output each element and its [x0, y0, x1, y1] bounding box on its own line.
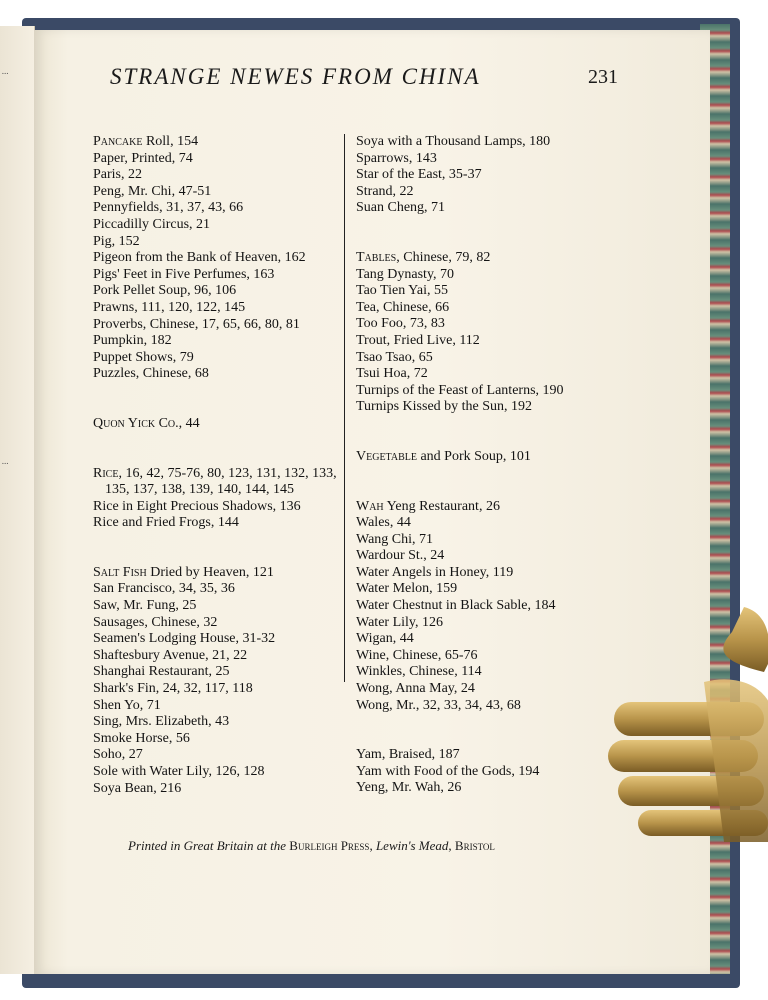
index-entry	[356, 565, 656, 582]
index-entry-text: Sparrows, 143	[356, 150, 437, 166]
index-entry-text: Suan Cheng, 71	[356, 200, 446, 216]
index-entry-text: Wales, 44	[356, 515, 411, 531]
index-entry	[93, 184, 393, 201]
index-entry-text: and Pork Soup, 101	[416, 448, 531, 464]
index-entry	[356, 499, 656, 516]
index-entry-text: Turnips Kissed by the Sun, 192	[356, 399, 533, 415]
index-entry-text: Water Lily, 126	[356, 614, 443, 630]
index-entry-text: Paper, Printed, 74	[93, 150, 193, 166]
index-entry	[93, 151, 393, 168]
page-title: STRANGE NEWES FROM CHINA	[110, 64, 481, 89]
index-entry	[93, 267, 393, 284]
index-entry	[356, 333, 656, 350]
index-column-left	[93, 134, 393, 797]
index-entry-text: Pumpkin, 182	[93, 333, 172, 349]
brass-hand-bookend-icon	[604, 602, 768, 862]
index-entry-text: Water Angels in Honey, 119	[356, 564, 514, 580]
index-entry-text: Pigeon from the Bank of Heaven, 162	[93, 250, 306, 266]
index-entry-text: Wigan, 44	[356, 631, 414, 647]
previous-page-edge	[0, 26, 35, 974]
index-entry-text: Water Melon, 159	[356, 581, 458, 597]
index-entry-text: Winkles, Chinese, 114	[356, 664, 482, 680]
index-entry-text: Shanghai Restaurant, 25	[93, 664, 230, 680]
index-section-gap	[356, 466, 656, 499]
index-entry-text: Wong, Mr., 32, 33, 34, 43, 68	[356, 697, 521, 713]
index-entry	[93, 167, 393, 184]
index-entry	[93, 250, 393, 267]
index-entry	[93, 482, 393, 499]
index-entry	[93, 747, 393, 764]
index-entry-text: Shen Yo, 71	[93, 697, 161, 713]
index-entry	[356, 366, 656, 383]
index-entry	[93, 317, 393, 334]
index-section-gap	[93, 383, 393, 416]
index-entry-text: Yam with Food of the Gods, 194	[356, 763, 540, 779]
index-entry	[356, 184, 656, 201]
index-entry	[93, 731, 393, 748]
index-entry-text: Pig, 152	[93, 233, 140, 249]
index-section-gap	[93, 433, 393, 466]
index-entry-text: Puzzles, Chinese, 68	[93, 366, 209, 382]
index-entry-text: Wine, Chinese, 65-76	[356, 647, 478, 663]
index-entry-text: 135, 137, 138, 139, 140, 144, 145	[105, 482, 294, 498]
index-entry-lead: Quon Yick Co.	[93, 415, 179, 431]
index-entry	[356, 449, 656, 466]
index-entry-text: Shaftesbury Avenue, 21, 22	[93, 647, 248, 663]
index-entry-text: San Francisco, 34, 35, 36	[93, 581, 235, 597]
index-entry	[93, 781, 393, 798]
index-entry-lead: Rice	[93, 465, 119, 481]
imprint-text: Printed in Great Britain at the	[128, 838, 290, 853]
index-entry-lead: Tables	[356, 249, 397, 265]
index-entry	[356, 548, 656, 565]
index-entry-lead: Salt Fish	[93, 564, 147, 580]
printer-imprint	[128, 838, 495, 854]
index-entry	[93, 300, 393, 317]
index-entry-text: Wang Chi, 71	[356, 531, 434, 547]
prev-page-fragment: ...	[2, 66, 9, 76]
index-entry	[93, 366, 393, 383]
index-entry	[93, 283, 393, 300]
index-entry-text: Dried by Heaven, 121	[146, 564, 274, 580]
index-entry-text: , 16, 42, 75-76, 80, 123, 131, 132, 133,	[118, 465, 337, 481]
index-entry-text: Smoke Horse, 56	[93, 730, 190, 746]
index-entry-text: Yeng Restaurant, 26	[383, 498, 500, 514]
index-entry-text: Star of the East, 35-37	[356, 167, 482, 183]
index-entry-text: Tao Tien Yai, 55	[356, 283, 448, 299]
index-entry-text: Tsao Tsao, 65	[356, 349, 433, 365]
index-entry	[93, 631, 393, 648]
index-entry	[93, 565, 393, 582]
index-entry-text: Strand, 22	[356, 183, 414, 199]
index-entry	[93, 698, 393, 715]
imprint-sep: ,	[369, 838, 376, 853]
index-entry	[356, 250, 656, 267]
index-entry-text: Pigs' Feet in Five Perfumes, 163	[93, 266, 275, 282]
index-entry	[356, 200, 656, 217]
index-entry	[93, 681, 393, 698]
index-entry-text: Wong, Anna May, 24	[356, 681, 475, 697]
index-entry-text: Tsui Hoa, 72	[356, 366, 428, 382]
index-entry-text: Prawns, 111, 120, 122, 145	[93, 299, 246, 315]
index-entry-text: , Chinese, 79, 82	[396, 249, 491, 265]
index-entry	[356, 134, 656, 151]
index-entry	[93, 234, 393, 251]
index-entry-text: Sole with Water Lily, 126, 128	[93, 764, 265, 779]
index-entry-text: Tang Dynasty, 70	[356, 266, 455, 282]
index-entry-text: Wardour St., 24	[356, 548, 445, 564]
index-entry	[356, 283, 656, 300]
index-entry	[356, 383, 656, 400]
index-entry	[93, 648, 393, 665]
index-entry-text: Yeng, Mr. Wah, 26	[356, 780, 462, 796]
page-number: 231	[588, 66, 618, 88]
index-entry	[93, 764, 393, 781]
index-entry-text: Puppet Shows, 79	[93, 349, 194, 365]
index-section-gap	[356, 217, 656, 250]
index-section-gap	[356, 416, 656, 449]
index-entry	[356, 515, 656, 532]
index-entry-text: Sing, Mrs. Elizabeth, 43	[93, 714, 230, 730]
index-entry-lead: Pancake	[93, 134, 143, 149]
index-entry	[356, 151, 656, 168]
prev-page-fragment: ...	[2, 456, 9, 466]
index-entry-text: , 44	[178, 415, 200, 431]
index-section-gap	[93, 532, 393, 565]
imprint-city: Bristol	[454, 838, 495, 853]
index-entry-text: Pork Pellet Soup, 96, 106	[93, 283, 237, 299]
index-entry-text: Turnips of the Feast of Lanterns, 190	[356, 382, 564, 398]
index-entry-text: Soho, 27	[93, 747, 143, 763]
index-entry-lead: Vegetable	[356, 448, 417, 464]
index-entry-text: Paris, 22	[93, 167, 142, 183]
index-entry-text: Water Chestnut in Black Sable, 184	[356, 598, 556, 614]
index-entry	[93, 350, 393, 367]
index-entry	[93, 200, 393, 217]
index-entry-text: Proverbs, Chinese, 17, 65, 66, 80, 81	[93, 316, 300, 332]
index-entry	[356, 300, 656, 317]
imprint-press: Burleigh Press	[289, 838, 370, 853]
index-entry	[93, 466, 393, 483]
index-entry-lead: Wah	[356, 498, 384, 514]
index-entry-text: Sausages, Chinese, 32	[93, 614, 218, 630]
index-entry-text: Soya Bean, 216	[93, 780, 182, 796]
index-entry	[356, 267, 656, 284]
index-entry	[356, 399, 656, 416]
index-entry-text: Saw, Mr. Fung, 25	[93, 598, 197, 614]
index-entry-text: Rice and Fried Frogs, 144	[93, 515, 239, 531]
index-entry-text: Soya with a Thousand Lamps, 180	[356, 134, 551, 149]
index-entry-text: Tea, Chinese, 66	[356, 299, 450, 315]
index-entry-text: Peng, Mr. Chi, 47-51	[93, 183, 212, 199]
index-entry	[356, 532, 656, 549]
index-entry	[356, 581, 656, 598]
index-entry-text: Too Foo, 73, 83	[356, 316, 445, 332]
index-entry-text: Seamen's Lodging House, 31-32	[93, 631, 276, 647]
index-entry	[93, 664, 393, 681]
imprint-sep: ,	[448, 838, 455, 853]
index-entry-text: Trout, Fried Live, 112	[356, 332, 480, 348]
index-entry-text: Roll, 154	[142, 134, 199, 149]
imprint-street: Lewin's Mead	[375, 838, 449, 853]
index-entry	[93, 217, 393, 234]
index-entry	[93, 515, 393, 532]
index-entry-text: Pennyfields, 31, 37, 43, 66	[93, 200, 244, 216]
index-entry	[356, 167, 656, 184]
index-entry-text: Shark's Fin, 24, 32, 117, 118	[93, 681, 253, 697]
index-entry	[356, 316, 656, 333]
index-entry	[93, 416, 393, 433]
index-entry	[93, 714, 393, 731]
index-entry	[93, 134, 393, 151]
index-entry	[93, 581, 393, 598]
index-entry-text: Piccadilly Circus, 21	[93, 216, 211, 232]
column-divider	[344, 134, 345, 682]
index-entry	[93, 615, 393, 632]
index-entry	[93, 598, 393, 615]
index-entry-text: Yam, Braised, 187	[356, 747, 460, 763]
index-entry	[93, 333, 393, 350]
index-entry-text: Rice in Eight Precious Shadows, 136	[93, 498, 301, 514]
index-entry	[93, 499, 393, 516]
index-entry	[356, 350, 656, 367]
